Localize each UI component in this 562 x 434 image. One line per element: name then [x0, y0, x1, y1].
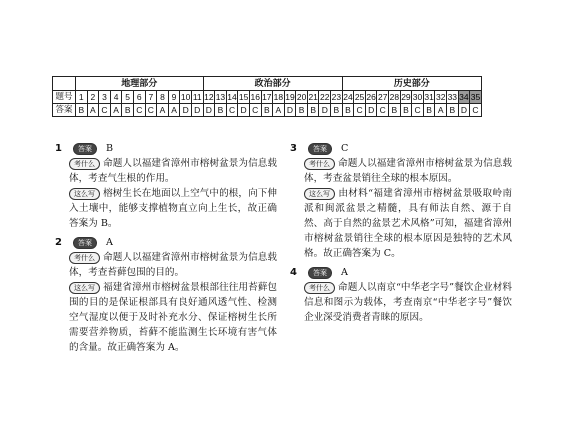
answer-cell: D [238, 104, 250, 117]
question-number-cell: 19 [285, 92, 295, 102]
answer-cell: C [145, 104, 157, 117]
answer-letter: A [106, 237, 113, 248]
question-number-cell: 16 [250, 92, 260, 102]
answer-badge: 答案 [73, 237, 97, 249]
answer-cell: B [261, 104, 273, 117]
answer-cell: B [342, 104, 354, 117]
question-1-analysis [69, 156, 277, 186]
question-4-header [290, 265, 512, 280]
question-number-cell: 32 [435, 92, 446, 102]
question-number-cell: 2 [87, 91, 99, 104]
question-number-cell: 22 [320, 92, 330, 102]
question-2-solution [69, 280, 277, 355]
solution-text: 福建省漳州市榕树盆景根部往往用苔藓包围的目的是保证根部具有良好通风透气性、检测空气湿度以便于及时补充水分、保证榕树生长所需要营养物质，苔藓不能监测生长环境有害气体的含量。故正确答案为 A。 [69, 282, 277, 353]
answer-cell: B [307, 104, 319, 117]
answer-letter: A [341, 267, 348, 278]
answer-cell: A [273, 104, 285, 117]
question-number-cell: 1 [76, 91, 88, 104]
answer-cell: D [319, 104, 331, 117]
question-number-cell: 27 [378, 92, 388, 102]
answer-cell: A [168, 104, 180, 117]
zhemexie-badge: 这么写 [304, 188, 335, 200]
answer-cell: A [435, 104, 447, 117]
question-number: 4 [290, 267, 297, 278]
analysis-text: 命题人以福建省漳州市榕树盆景为信息载体，考查气生根的作用。 [69, 158, 277, 184]
question-number-cell: 26 [366, 92, 376, 102]
question-number-cell: 20 [296, 92, 307, 102]
answer-cell: D [284, 104, 296, 117]
answer-cell: B [76, 104, 88, 117]
question-number-cell: 5 [122, 91, 134, 104]
answer-cell: C [133, 104, 145, 117]
question-number-cell: 23 [331, 92, 342, 102]
answer-cell: B [423, 104, 435, 117]
question-number-cell: 24 [343, 92, 353, 102]
question-3-header [290, 141, 512, 156]
answer-cell: C [377, 104, 389, 117]
analysis-text: 命题人以福建省漳州市榕树盆景为信息载体，考查苔藓包围的目的。 [69, 252, 277, 278]
right-column [290, 141, 512, 325]
answer-cell: D [458, 104, 470, 117]
kaoshenme-badge: 考什么 [69, 158, 100, 170]
question-number-cell: 4 [110, 91, 122, 104]
question-number-cell: 29 [401, 92, 411, 102]
question-number-row [53, 91, 482, 104]
solution-text: 由材料“福建省漳州市榕树盆景吸取岭南派和闽派盆景之精髓，具有师法自然、源于自然、高于自然的盆景艺术风格”可知，福建省漳州市榕树盆景销往全球的根本原因是独特的艺术风格。故正确答案为 C。 [304, 188, 512, 259]
question-number-cell: 9 [168, 91, 180, 104]
analysis-text: 命题人以福建省漳州市榕树盆景为信息载体，考查盆景销往全球的根本原因。 [304, 158, 512, 184]
answer-badge: 答案 [308, 267, 332, 279]
section-corner [53, 77, 76, 91]
answer-table [52, 76, 482, 117]
answer-badge: 答案 [308, 143, 332, 155]
question-number-cell: 21 [308, 92, 318, 102]
question-number-cell: 8 [157, 91, 169, 104]
answer-badge: 答案 [73, 143, 97, 155]
answer-cell: B [215, 104, 227, 117]
question-number-cell: 17 [262, 92, 272, 102]
question-3-analysis [304, 156, 512, 186]
question-number: 3 [290, 143, 297, 154]
question-number-cell: 13 [215, 92, 226, 102]
answer-cell: B [296, 104, 308, 117]
answer-row [53, 104, 482, 117]
answer-cell: D [365, 104, 377, 117]
answer-cell: D [180, 104, 192, 117]
answer-cell: B [122, 104, 134, 117]
question-number-cell: 33 [447, 92, 458, 102]
question-3-solution [304, 186, 512, 261]
kaoshenme-badge: 考什么 [69, 252, 100, 264]
question-number-cell: 15 [238, 92, 249, 102]
kaoshenme-badge: 考什么 [304, 282, 335, 294]
answer-cell: C [412, 104, 424, 117]
answer-cell: A [110, 104, 122, 117]
answer-letter: C [341, 143, 349, 154]
answer-cell: C [470, 104, 482, 117]
section-history: 历史部分 [342, 77, 481, 91]
question-number-cell: 12 [204, 92, 214, 102]
kaoshenme-badge: 考什么 [304, 158, 335, 170]
question-number-cell: 7 [145, 91, 157, 104]
answer-cell: A [157, 104, 169, 117]
answer-letter: B [106, 143, 114, 154]
answer-cell: C [249, 104, 261, 117]
question-4-analysis [304, 280, 512, 325]
row-label-number: 题号 [53, 91, 76, 104]
question-number: 1 [55, 143, 62, 154]
question-2-header [55, 235, 277, 250]
question-number-cell: 30 [412, 92, 423, 102]
answer-cell: A [87, 104, 99, 117]
analysis-text: 命题人以南京“中华老字号”餐饮企业材料信息和图示为载体，考查南京“中华老字号”餐饮企业深受消费者青睐的原因。 [304, 282, 512, 323]
question-number: 2 [55, 237, 62, 248]
question-number-cell: 3 [99, 91, 111, 104]
answer-cell: B [331, 104, 343, 117]
section-politics: 政治部分 [203, 77, 342, 91]
answer-cell: C [354, 104, 366, 117]
question-number-cell: 31 [424, 92, 434, 102]
question-number-cell: 14 [227, 92, 237, 102]
zhemexie-badge: 这么写 [69, 282, 100, 294]
zhemexie-badge: 这么写 [69, 188, 100, 200]
question-number-cell: 28 [389, 92, 400, 102]
answer-cell: D [203, 104, 215, 117]
question-1-header [55, 141, 277, 156]
question-number-cell: 35 [470, 92, 481, 102]
question-number-cell: 11 [192, 92, 202, 102]
answer-cell: D [191, 104, 203, 117]
question-2-analysis [69, 250, 277, 280]
question-number-cell: 34 [459, 92, 469, 102]
section-geography: 地理部分 [76, 77, 204, 91]
row-label-answer: 答案 [53, 104, 76, 117]
question-number-cell: 25 [354, 92, 365, 102]
question-number-cell: 18 [273, 92, 284, 102]
answer-cell: B [389, 104, 401, 117]
answer-cell: C [226, 104, 238, 117]
answer-cell: C [99, 104, 111, 117]
answer-cell: B [400, 104, 412, 117]
question-1-solution [69, 186, 277, 231]
solution-text: 榕树生长在地面以上空气中的根，向下伸入土壤中，能够支撑植物直立向上生长，故正确答案为 B。 [69, 188, 277, 229]
answer-cell: B [447, 104, 459, 117]
question-number-cell: 6 [133, 91, 145, 104]
left-column [55, 141, 277, 355]
section-row [53, 77, 482, 91]
question-number-cell: 10 [180, 92, 191, 102]
